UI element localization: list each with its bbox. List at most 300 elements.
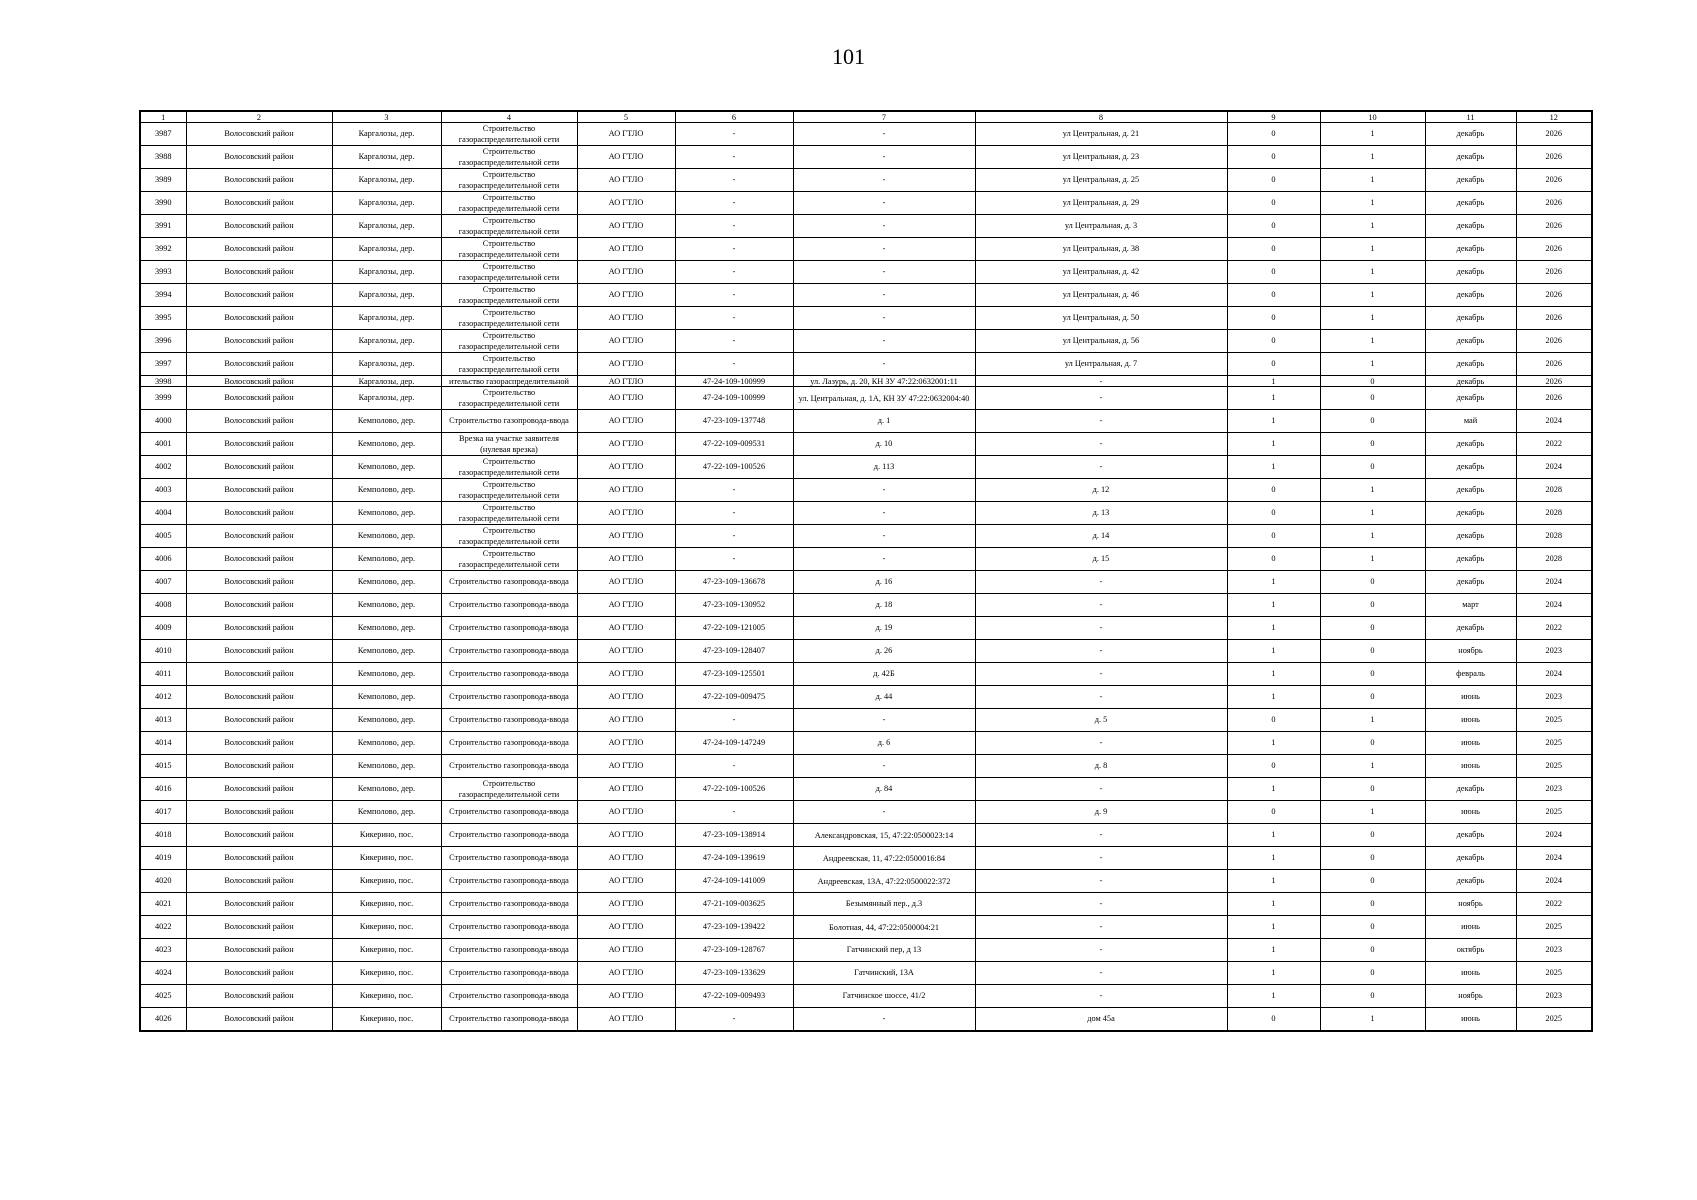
organization-cell: АО ГТЛО [577,169,675,192]
district-cell: Волосовский район [186,1008,332,1032]
row-number-cell: 4001 [140,433,186,456]
work-type-cell: Строительство газораспределительной сети [441,238,577,261]
column-9-cell: 0 [1227,123,1320,146]
planned-address-cell: - [975,433,1227,456]
column-10-cell: 1 [1320,330,1425,353]
month-cell: декабрь [1425,525,1516,548]
connection-address-cell: - [793,123,975,146]
column-number: 10 [1320,111,1425,123]
work-type-cell: Строительство газораспределительной сети [441,215,577,238]
organization-cell: АО ГТЛО [577,617,675,640]
locality-cell: Кикерино, пос. [332,870,441,893]
row-number-cell: 3991 [140,215,186,238]
year-cell: 2024 [1516,410,1592,433]
planned-address-cell: д. 13 [975,502,1227,525]
district-cell: Волосовский район [186,525,332,548]
district-cell: Волосовский район [186,433,332,456]
column-10-cell: 0 [1320,824,1425,847]
tech-conditions-number-cell: 47-24-109-141009 [675,870,793,893]
connection-address-cell: Гатчинский, 13А [793,962,975,985]
year-cell: 2026 [1516,330,1592,353]
column-10-cell: 1 [1320,146,1425,169]
table-row [140,1008,1592,1032]
planned-address-cell: - [975,617,1227,640]
planned-address-cell: д. 14 [975,525,1227,548]
locality-cell: Кемполово, дер. [332,732,441,755]
connection-address-cell: д. 19 [793,617,975,640]
column-10-cell: 1 [1320,169,1425,192]
locality-cell: Каргалозы, дер. [332,123,441,146]
row-number-cell: 3999 [140,387,186,410]
connection-address-cell: - [793,755,975,778]
column-9-cell: 1 [1227,847,1320,870]
month-cell: декабрь [1425,330,1516,353]
planned-address-cell: - [975,962,1227,985]
connection-address-cell: д. 42Б [793,663,975,686]
row-number-cell: 4017 [140,801,186,824]
work-type-cell: Строительство газораспределительной сети [441,123,577,146]
locality-cell: Каргалозы, дер. [332,284,441,307]
connection-address-cell: Болотная, 44, 47:22:0500004:21 [793,916,975,939]
column-9-cell: 1 [1227,376,1320,387]
year-cell: 2028 [1516,502,1592,525]
organization-cell: АО ГТЛО [577,146,675,169]
organization-cell: АО ГТЛО [577,801,675,824]
connection-address-cell: Гатчинское шоссе, 41/2 [793,985,975,1008]
year-cell: 2025 [1516,916,1592,939]
connection-address-cell: - [793,238,975,261]
connection-address-cell: - [793,284,975,307]
work-type-cell: Строительство газораспределительной сети [441,169,577,192]
organization-cell: АО ГТЛО [577,238,675,261]
locality-cell: Каргалозы, дер. [332,387,441,410]
work-type-cell: Строительство газораспределительной сети [441,387,577,410]
column-9-cell: 0 [1227,215,1320,238]
year-cell: 2024 [1516,456,1592,479]
work-type-cell: Строительство газораспределительной сети [441,525,577,548]
tech-conditions-number-cell: - [675,801,793,824]
planned-address-cell: ул Центральная, д. 50 [975,307,1227,330]
district-cell: Волосовский район [186,284,332,307]
year-cell: 2026 [1516,238,1592,261]
table-row [140,410,1592,433]
organization-cell: АО ГТЛО [577,192,675,215]
district-cell: Волосовский район [186,640,332,663]
column-9-cell: 1 [1227,571,1320,594]
district-cell: Волосовский район [186,376,332,387]
planned-address-cell: - [975,985,1227,1008]
planned-address-cell: - [975,456,1227,479]
district-cell: Волосовский район [186,238,332,261]
month-cell: декабрь [1425,146,1516,169]
connection-address-cell: Гатчинский пер, д 13 [793,939,975,962]
locality-cell: Кемполово, дер. [332,801,441,824]
column-9-cell: 1 [1227,939,1320,962]
tech-conditions-number-cell: - [675,307,793,330]
row-number-cell: 4026 [140,1008,186,1032]
tech-conditions-number-cell: - [675,353,793,376]
locality-cell: Кикерино, пос. [332,847,441,870]
month-cell: октябрь [1425,939,1516,962]
table-row [140,307,1592,330]
connection-address-cell: - [793,525,975,548]
district-cell: Волосовский район [186,801,332,824]
locality-cell: Кемполово, дер. [332,686,441,709]
district-cell: Волосовский район [186,169,332,192]
connection-address-cell: Александровская, 15, 47:22:0500023:14 [793,824,975,847]
table-row [140,479,1592,502]
column-9-cell: 1 [1227,893,1320,916]
planned-address-cell: - [975,594,1227,617]
month-cell: декабрь [1425,433,1516,456]
row-number-cell: 4006 [140,548,186,571]
organization-cell: АО ГТЛО [577,755,675,778]
planned-address-cell: ул Центральная, д. 56 [975,330,1227,353]
month-cell: декабрь [1425,617,1516,640]
column-10-cell: 0 [1320,686,1425,709]
column-10-cell: 1 [1320,479,1425,502]
row-number-cell: 4024 [140,962,186,985]
year-cell: 2026 [1516,169,1592,192]
organization-cell: АО ГТЛО [577,686,675,709]
connection-address-cell: - [793,192,975,215]
column-9-cell: 1 [1227,732,1320,755]
locality-cell: Каргалозы, дер. [332,376,441,387]
column-number: 8 [975,111,1227,123]
tech-conditions-number-cell: - [675,146,793,169]
column-number: 4 [441,111,577,123]
tech-conditions-number-cell: - [675,284,793,307]
connection-address-cell: Безымянный пер., д.3 [793,893,975,916]
row-number-cell: 4000 [140,410,186,433]
row-number-cell: 3993 [140,261,186,284]
connection-address-cell: - [793,307,975,330]
tech-conditions-number-cell: 47-24-109-100999 [675,387,793,410]
planned-address-cell: дом 45а [975,1008,1227,1032]
column-10-cell: 1 [1320,1008,1425,1032]
table-row [140,916,1592,939]
column-9-cell: 0 [1227,1008,1320,1032]
tech-conditions-number-cell: - [675,238,793,261]
planned-address-cell: - [975,732,1227,755]
locality-cell: Кемполово, дер. [332,778,441,801]
row-number-cell: 4008 [140,594,186,617]
column-10-cell: 0 [1320,433,1425,456]
year-cell: 2025 [1516,1008,1592,1032]
month-cell: ноябрь [1425,640,1516,663]
organization-cell: АО ГТЛО [577,330,675,353]
row-number-cell: 4025 [140,985,186,1008]
connection-address-cell: д. 84 [793,778,975,801]
column-10-cell: 1 [1320,284,1425,307]
tech-conditions-number-cell: 47-23-109-125501 [675,663,793,686]
connection-address-cell: д. 6 [793,732,975,755]
work-type-cell: Строительство газопровода-ввода [441,732,577,755]
year-cell: 2023 [1516,985,1592,1008]
work-type-cell: Строительство газораспределительной сети [441,284,577,307]
column-9-cell: 0 [1227,801,1320,824]
month-cell: февраль [1425,663,1516,686]
district-cell: Волосовский район [186,502,332,525]
locality-cell: Кикерино, пос. [332,824,441,847]
row-number-cell: 3987 [140,123,186,146]
year-cell: 2022 [1516,893,1592,916]
year-cell: 2023 [1516,640,1592,663]
month-cell: июнь [1425,732,1516,755]
locality-cell: Кикерино, пос. [332,1008,441,1032]
district-cell: Волосовский район [186,824,332,847]
month-cell: декабрь [1425,571,1516,594]
district-cell: Волосовский район [186,548,332,571]
table-row [140,824,1592,847]
connection-address-cell: ул. Лазурь, д. 20, КН ЗУ 47:22:0632001:11 [793,376,975,387]
planned-address-cell: - [975,870,1227,893]
district-cell: Волосовский район [186,456,332,479]
row-number-cell: 4014 [140,732,186,755]
year-cell: 2025 [1516,801,1592,824]
organization-cell: АО ГТЛО [577,732,675,755]
locality-cell: Каргалозы, дер. [332,238,441,261]
column-9-cell: 0 [1227,330,1320,353]
work-type-cell: Строительство газораспределительной сети [441,456,577,479]
district-cell: Волосовский район [186,307,332,330]
column-number: 12 [1516,111,1592,123]
column-10-cell: 0 [1320,962,1425,985]
district-cell: Волосовский район [186,261,332,284]
work-type-cell: Строительство газораспределительной сети [441,778,577,801]
table-row [140,663,1592,686]
work-type-cell: Строительство газораспределительной сети [441,146,577,169]
row-number-cell: 3992 [140,238,186,261]
year-cell: 2028 [1516,525,1592,548]
work-type-cell: Строительство газораспределительной сети [441,548,577,571]
district-cell: Волосовский район [186,123,332,146]
connection-address-cell: - [793,1008,975,1032]
table-row [140,456,1592,479]
table-row [140,939,1592,962]
planned-address-cell: ул Центральная, д. 21 [975,123,1227,146]
tech-conditions-number-cell: - [675,755,793,778]
organization-cell: АО ГТЛО [577,847,675,870]
column-10-cell: 0 [1320,387,1425,410]
work-type-cell: Строительство газопровода-ввода [441,916,577,939]
tech-conditions-number-cell: - [675,215,793,238]
work-type-cell: Строительство газопровода-ввода [441,686,577,709]
year-cell: 2026 [1516,376,1592,387]
locality-cell: Кемполово, дер. [332,571,441,594]
locality-cell: Кемполово, дер. [332,548,441,571]
month-cell: июнь [1425,755,1516,778]
column-9-cell: 1 [1227,387,1320,410]
registry-body [140,123,1592,1032]
tech-conditions-number-cell: - [675,709,793,732]
tech-conditions-number-cell: 47-23-109-137748 [675,410,793,433]
column-9-cell: 1 [1227,916,1320,939]
locality-cell: Кемполово, дер. [332,456,441,479]
district-cell: Волосовский район [186,192,332,215]
year-cell: 2024 [1516,847,1592,870]
work-type-cell: Строительство газопровода-ввода [441,870,577,893]
month-cell: июнь [1425,801,1516,824]
planned-address-cell: - [975,824,1227,847]
district-cell: Волосовский район [186,847,332,870]
connection-address-cell: Андреевская, 11, 47:22:0500016:84 [793,847,975,870]
column-9-cell: 0 [1227,169,1320,192]
row-number-cell: 4018 [140,824,186,847]
organization-cell: АО ГТЛО [577,962,675,985]
work-type-cell: Строительство газопровода-ввода [441,663,577,686]
planned-address-cell: ул Центральная, д. 7 [975,353,1227,376]
table-row [140,870,1592,893]
district-cell: Волосовский район [186,939,332,962]
connection-address-cell: - [793,261,975,284]
district-cell: Волосовский район [186,479,332,502]
work-type-cell: Строительство газораспределительной сети [441,502,577,525]
row-number-cell: 4003 [140,479,186,502]
organization-cell: АО ГТЛО [577,387,675,410]
district-cell: Волосовский район [186,594,332,617]
locality-cell: Кемполово, дер. [332,525,441,548]
column-10-cell: 0 [1320,617,1425,640]
column-9-cell: 0 [1227,709,1320,732]
row-number-cell: 3990 [140,192,186,215]
column-10-cell: 1 [1320,353,1425,376]
year-cell: 2025 [1516,709,1592,732]
column-10-cell: 0 [1320,732,1425,755]
table-row [140,146,1592,169]
row-number-cell: 3998 [140,376,186,387]
header-row [140,111,1592,123]
locality-cell: Кемполово, дер. [332,755,441,778]
connection-address-cell: - [793,146,975,169]
month-cell: декабрь [1425,778,1516,801]
column-number: 5 [577,111,675,123]
month-cell: июнь [1425,709,1516,732]
row-number-cell: 3988 [140,146,186,169]
connection-address-cell: - [793,548,975,571]
locality-cell: Каргалозы, дер. [332,146,441,169]
work-type-cell: Строительство газопровода-ввода [441,962,577,985]
column-9-cell: 0 [1227,479,1320,502]
locality-cell: Кемполово, дер. [332,594,441,617]
column-10-cell: 1 [1320,192,1425,215]
planned-address-cell: - [975,571,1227,594]
year-cell: 2026 [1516,307,1592,330]
planned-address-cell: - [975,663,1227,686]
planned-address-cell: - [975,778,1227,801]
table-row [140,215,1592,238]
table-row [140,502,1592,525]
district-cell: Волосовский район [186,617,332,640]
connection-address-cell: - [793,801,975,824]
work-type-cell: Строительство газопровода-ввода [441,594,577,617]
column-10-cell: 0 [1320,847,1425,870]
planned-address-cell: д. 12 [975,479,1227,502]
column-10-cell: 0 [1320,939,1425,962]
connection-address-cell: д. 44 [793,686,975,709]
year-cell: 2026 [1516,284,1592,307]
tech-conditions-number-cell: 47-23-109-139422 [675,916,793,939]
connection-address-cell: д. 18 [793,594,975,617]
connection-address-cell: д. 10 [793,433,975,456]
district-cell: Волосовский район [186,778,332,801]
row-number-cell: 4012 [140,686,186,709]
locality-cell: Каргалозы, дер. [332,192,441,215]
column-number-header [140,111,1592,123]
planned-address-cell: - [975,686,1227,709]
locality-cell: Каргалозы, дер. [332,261,441,284]
column-9-cell: 0 [1227,502,1320,525]
column-10-cell: 1 [1320,123,1425,146]
locality-cell: Каргалозы, дер. [332,353,441,376]
column-number: 11 [1425,111,1516,123]
year-cell: 2022 [1516,617,1592,640]
planned-address-cell: - [975,847,1227,870]
table-row [140,985,1592,1008]
district-cell: Волосовский район [186,709,332,732]
month-cell: июнь [1425,962,1516,985]
organization-cell: АО ГТЛО [577,985,675,1008]
organization-cell: АО ГТЛО [577,594,675,617]
column-9-cell: 1 [1227,663,1320,686]
locality-cell: Каргалозы, дер. [332,169,441,192]
column-number: 2 [186,111,332,123]
connection-address-cell: - [793,353,975,376]
column-9-cell: 1 [1227,594,1320,617]
organization-cell: АО ГТЛО [577,479,675,502]
tech-conditions-number-cell: - [675,261,793,284]
month-cell: май [1425,410,1516,433]
month-cell: декабрь [1425,192,1516,215]
organization-cell: АО ГТЛО [577,502,675,525]
column-10-cell: 0 [1320,640,1425,663]
row-number-cell: 3994 [140,284,186,307]
district-cell: Волосовский район [186,410,332,433]
planned-address-cell: - [975,387,1227,410]
month-cell: декабрь [1425,238,1516,261]
locality-cell: Кемполово, дер. [332,410,441,433]
column-number: 6 [675,111,793,123]
organization-cell: АО ГТЛО [577,709,675,732]
column-9-cell: 1 [1227,640,1320,663]
column-number: 9 [1227,111,1320,123]
tech-conditions-number-cell: 47-24-109-100999 [675,376,793,387]
planned-address-cell: ул Центральная, д. 42 [975,261,1227,284]
column-9-cell: 1 [1227,410,1320,433]
table-row [140,686,1592,709]
district-cell: Волосовский район [186,893,332,916]
column-9-cell: 1 [1227,962,1320,985]
column-9-cell: 1 [1227,686,1320,709]
table-row [140,284,1592,307]
month-cell: март [1425,594,1516,617]
table-row [140,353,1592,376]
column-9-cell: 0 [1227,192,1320,215]
month-cell: декабрь [1425,387,1516,410]
planned-address-cell: д. 5 [975,709,1227,732]
year-cell: 2022 [1516,433,1592,456]
organization-cell: АО ГТЛО [577,778,675,801]
row-number-cell: 4005 [140,525,186,548]
organization-cell: АО ГТЛО [577,433,675,456]
locality-cell: Каргалозы, дер. [332,307,441,330]
work-type-cell: Строительство газораспределительной сети [441,353,577,376]
month-cell: декабрь [1425,548,1516,571]
year-cell: 2023 [1516,686,1592,709]
organization-cell: АО ГТЛО [577,663,675,686]
connection-address-cell: - [793,502,975,525]
planned-address-cell: - [975,640,1227,663]
